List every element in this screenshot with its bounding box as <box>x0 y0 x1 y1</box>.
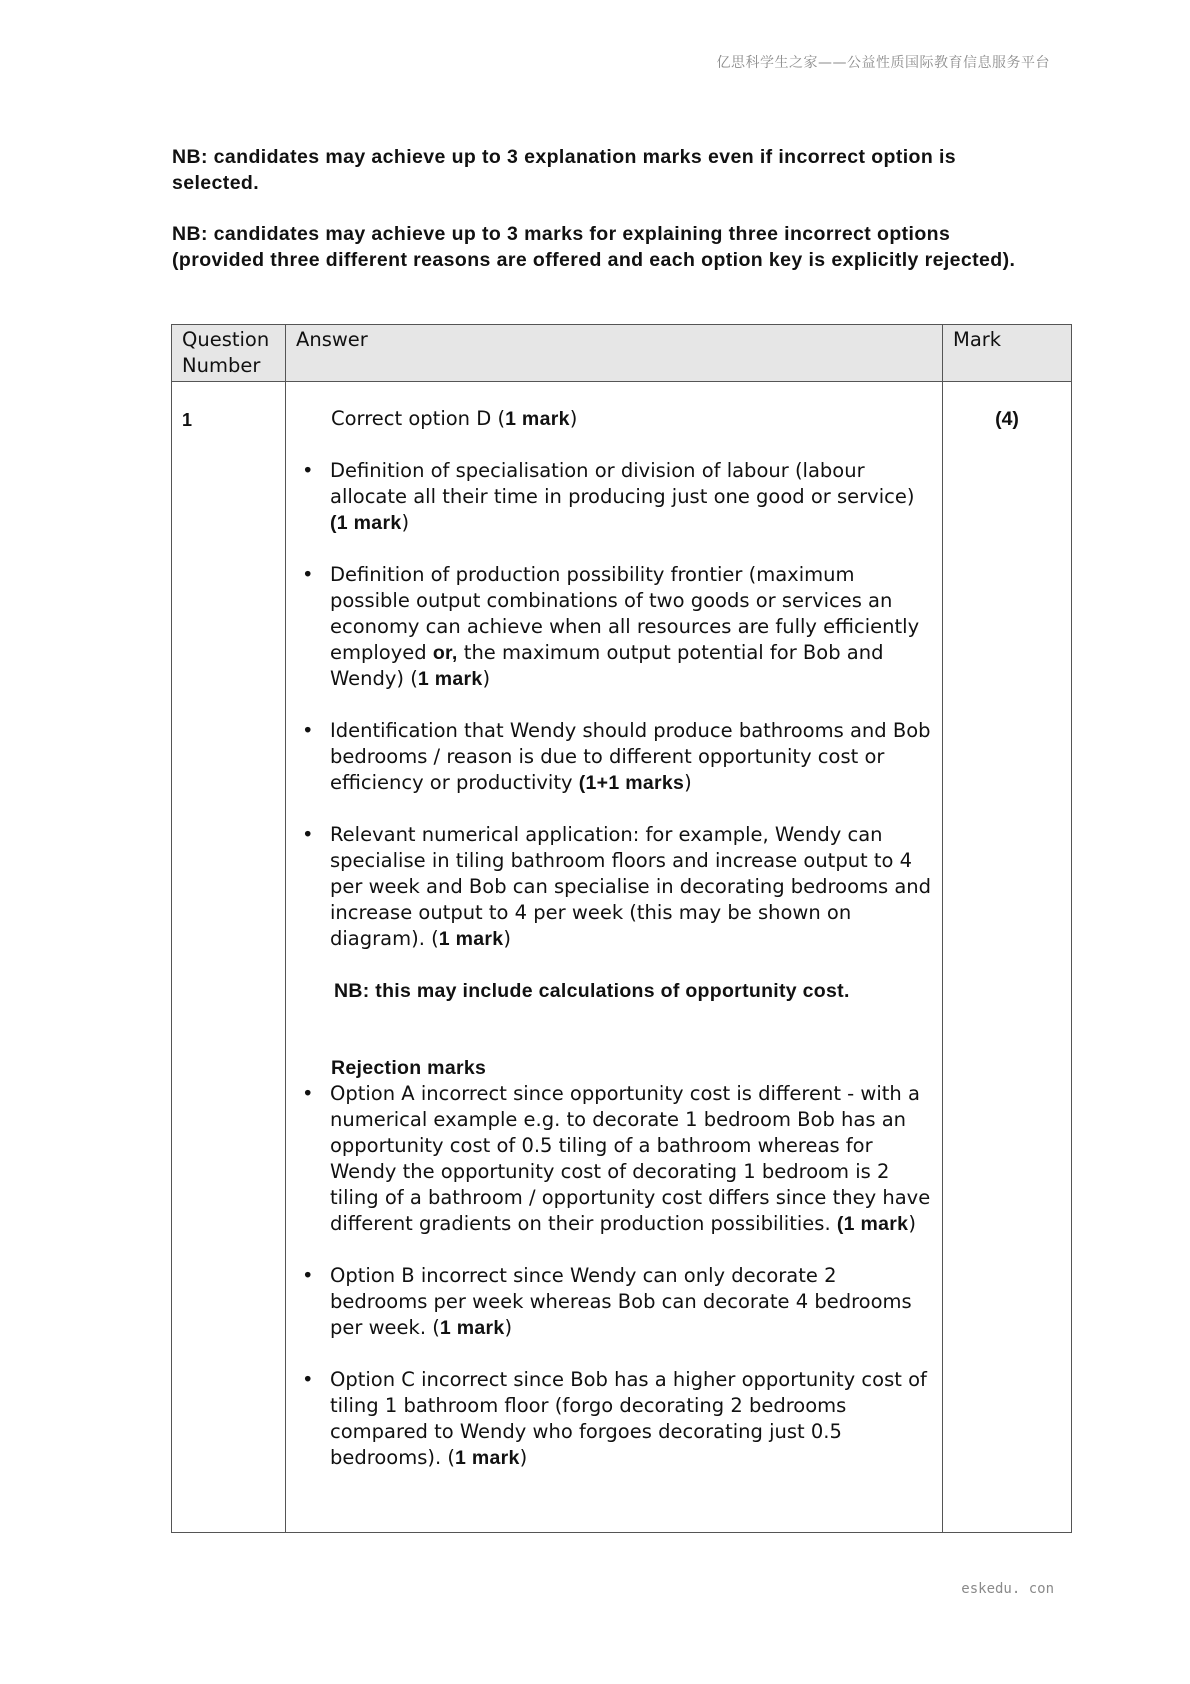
list-item: • Option B incorrect since Wendy can only decorate 2 bedrooms per week whereas Bob can decorate 4 bedrooms per week. (1 mark) <box>302 1264 912 1339</box>
correct-option: Correct option D (1 mark) <box>331 407 578 430</box>
bullet-icon: • <box>302 563 314 586</box>
header-mark: Mark <box>943 325 1072 382</box>
note-explanation-marks: NB: candidates may achieve up to 3 explanation marks even if incorrect option is selected. <box>172 146 957 194</box>
list-item: • Identification that Wendy should produce bathrooms and Bob bedrooms / reason is due to different opportunity cost or efficiency or productivity (1+1 marks) <box>302 719 931 794</box>
table-row <box>172 382 1072 1533</box>
rejection-heading: Rejection marks <box>331 1057 487 1079</box>
list-item: • Option A incorrect since opportunity cost is different - with a numerical example e.g. to decorate 1 bedroom Bob has an opportunity cost of 0.5 tiling of a bathroom whereas for Wendy the opportunity cost of decorating 1 bedroom is 2 tiling of a bathroom / opportunity cost differs since they have different gradients on their production possibilities. (1 mark) <box>302 1082 931 1235</box>
note-rejection-marks: NB: candidates may achieve up to 3 marks for explaining three incorrect options (provided three different reasons are offered and each option key is explicitly rejected). <box>172 223 1016 271</box>
bullet-icon: • <box>302 1082 314 1105</box>
mark-value: (4) <box>943 382 1072 1533</box>
bullet-icon: • <box>302 1368 314 1391</box>
page-header: 亿思科学生之家——公益性质国际教育信息服务平台 <box>716 55 1050 71</box>
bullet-icon: • <box>302 459 314 482</box>
rejection-points <box>286 1081 932 1471</box>
page-footer: eskedu. con <box>961 1581 1054 1597</box>
header-question-number: Question Number <box>172 325 286 382</box>
explanation-points <box>286 458 932 952</box>
question-number: 1 <box>172 382 286 1533</box>
header-answer: Answer <box>286 325 943 382</box>
note-opportunity-cost: NB: this may include calculations of opportunity cost. <box>334 980 850 1002</box>
bullet-icon: • <box>302 1264 314 1287</box>
table-header-row <box>172 325 1072 382</box>
answer-cell <box>286 382 943 1533</box>
list-item: • Definition of specialisation or division of labour (labour allocate all their time in producing just one good or service) (1 mark) <box>302 459 915 534</box>
bullet-icon: • <box>302 719 314 742</box>
list-item: • Relevant numerical application: for example, Wendy can specialise in tiling bathroom floors and increase output to 4 per week and Bob can specialise in decorating bedrooms and increase output to 4 per week (this may be shown on diagram). (1 mark) <box>302 823 932 950</box>
bullet-icon: • <box>302 823 314 846</box>
list-item: • Option C incorrect since Bob has a higher opportunity cost of tiling 1 bathroom floor (forgo decorating 2 bedrooms compared to Wendy who forgoes decorating just 0.5 bedrooms). (1 mark) <box>302 1368 927 1469</box>
mark-scheme-table <box>171 324 1072 1533</box>
list-item: • Definition of production possibility frontier (maximum possible output combinations of two goods or services an economy can achieve when all resources are fully efficiently employed or, the maximum output potential for Bob and Wendy) (1 mark) <box>302 563 920 690</box>
